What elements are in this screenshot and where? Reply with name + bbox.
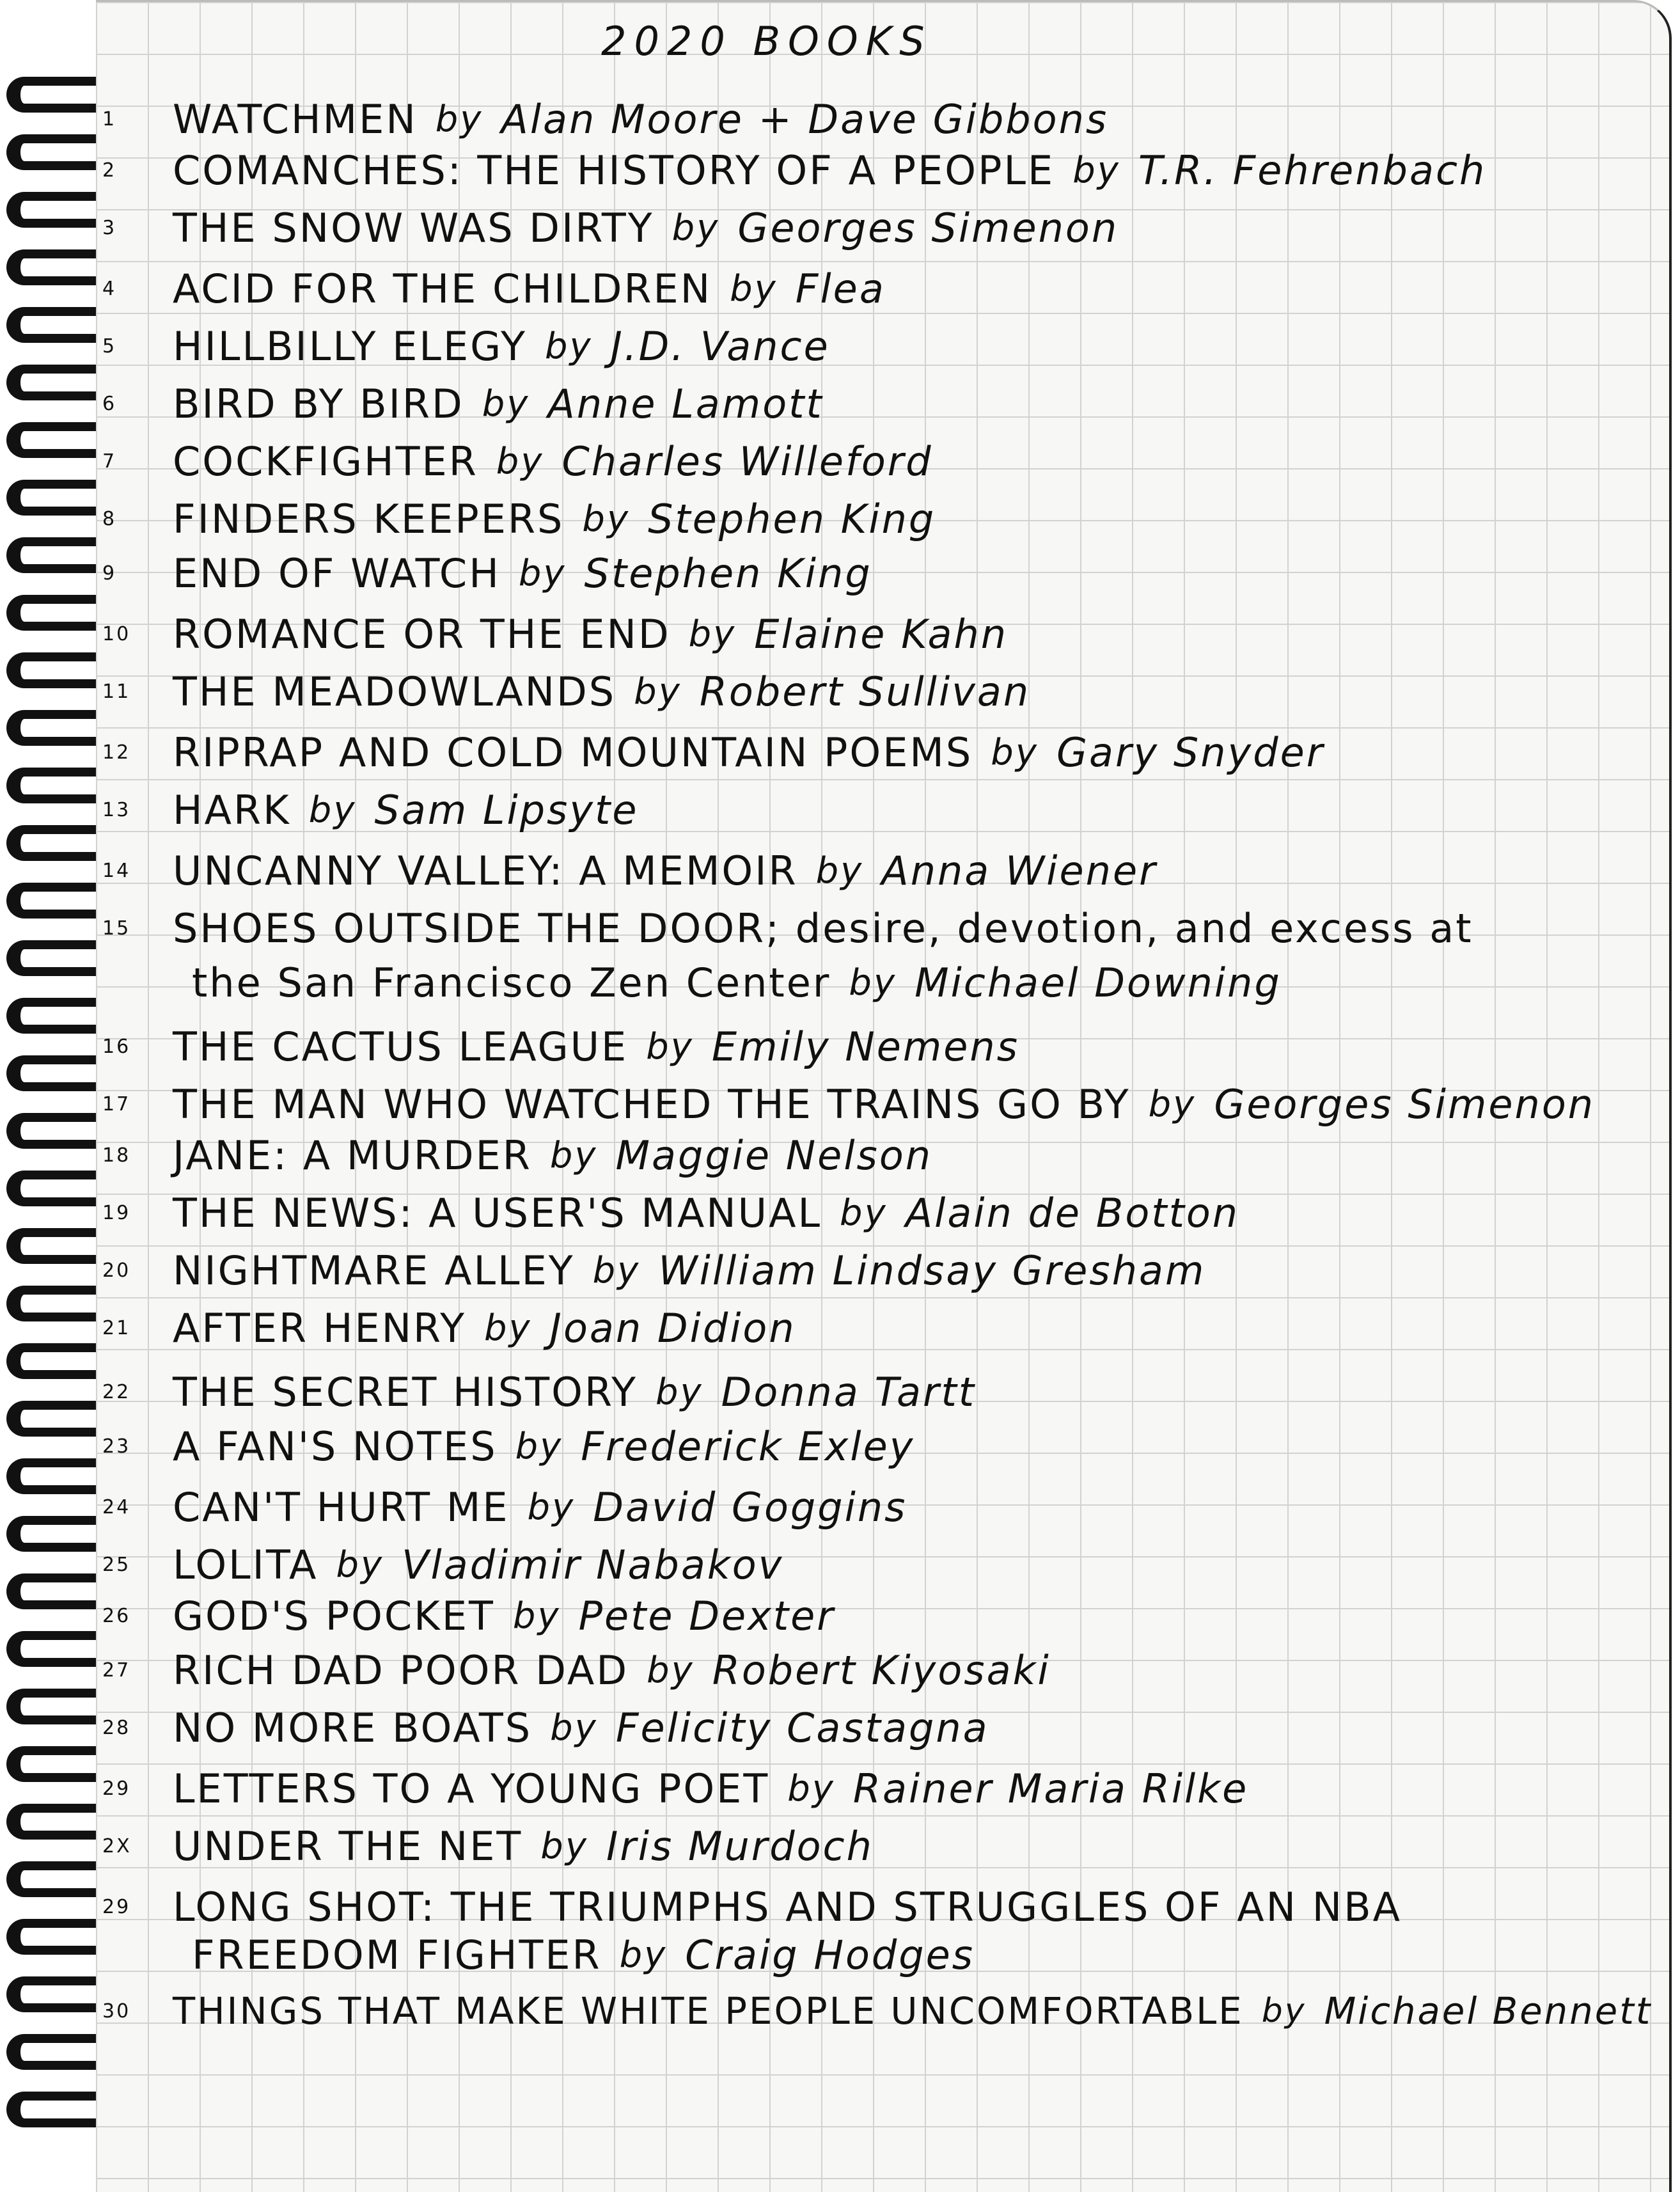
book-title: THE SNOW WAS DIRTY — [173, 205, 654, 251]
entry-number: 26 — [102, 1605, 131, 1627]
book-title: THE NEWS: A USER'S MANUAL — [173, 1190, 822, 1236]
by-word: by — [527, 1486, 576, 1528]
book-author: Iris Murdoch — [606, 1823, 874, 1870]
book-author: Stephen King — [584, 550, 872, 597]
book-author: Pete Dexter — [578, 1593, 835, 1639]
book-author: David Goggins — [593, 1484, 907, 1531]
book-entry — [102, 1884, 1402, 1930]
book-entry — [102, 265, 886, 312]
entry-number: 2 — [102, 159, 117, 182]
by-word: by — [619, 1934, 668, 1976]
book-entry — [102, 1823, 874, 1870]
book-author: Emily Nemens — [711, 1023, 1020, 1070]
book-entry — [102, 1484, 907, 1531]
book-title: NIGHTMARE ALLEY — [173, 1247, 575, 1294]
book-author: J.D. Vance — [610, 323, 830, 370]
entry-number: 12 — [102, 741, 131, 764]
book-entry — [102, 848, 1158, 894]
book-entry — [102, 323, 830, 370]
book-author: Joan Didion — [549, 1305, 796, 1352]
book-title: COCKFIGHTER — [173, 438, 478, 485]
book-author: Anne Lamott — [547, 381, 824, 427]
book-title: THE CACTUS LEAGUE — [173, 1023, 629, 1070]
book-title: UNCANNY VALLEY: A MEMOIR — [173, 848, 798, 894]
book-author: Flea — [795, 265, 886, 312]
entry-number: 29 — [102, 1778, 131, 1800]
book-entry — [192, 959, 1282, 1006]
by-word: by — [482, 383, 530, 425]
book-entry — [102, 1593, 835, 1639]
book-entry — [102, 496, 936, 542]
book-entry — [102, 1705, 989, 1751]
by-word: by — [787, 1768, 835, 1810]
entry-number: 15 — [102, 917, 131, 940]
book-title: END OF WATCH — [173, 550, 501, 597]
book-author: Michael Bennett — [1324, 1989, 1653, 2033]
book-title: CAN'T HURT ME — [173, 1484, 510, 1531]
book-title: JANE: A MURDER — [173, 1132, 532, 1179]
entry-number: 9 — [102, 562, 117, 585]
by-word: by — [815, 850, 864, 892]
by-word: by — [849, 962, 897, 1004]
book-author: Anna Wiener — [881, 848, 1158, 894]
book-title: HARK — [173, 787, 291, 833]
entry-number: 20 — [102, 1259, 131, 1282]
book-title: THE MEADOWLANDS — [173, 668, 616, 715]
book-author: Robert Kiyosaki — [712, 1647, 1051, 1694]
by-word: by — [582, 498, 631, 540]
book-title: FREEDOM FIGHTER — [192, 1932, 602, 1978]
book-entry — [192, 1932, 975, 1978]
book-author: Stephen King — [648, 496, 936, 542]
by-word: by — [308, 789, 357, 831]
book-author: Donna Tartt — [721, 1369, 977, 1415]
book-entry — [102, 611, 1008, 658]
book-title: THE SECRET HISTORY — [173, 1369, 638, 1415]
book-author: Michael Downing — [915, 959, 1282, 1006]
by-word: by — [540, 1825, 588, 1867]
by-word: by — [730, 268, 778, 310]
book-author: Sam Lipsyte — [374, 787, 639, 833]
book-title: THE MAN WHO WATCHED THE TRAINS GO BY — [173, 1081, 1131, 1128]
by-word: by — [671, 207, 720, 249]
book-entry — [102, 438, 933, 485]
book-title: LONG SHOT: THE TRIUMPHS AND STRUGGLES OF AN NBA — [173, 1884, 1402, 1930]
by-word: by — [647, 1650, 695, 1691]
entry-number: 21 — [102, 1317, 131, 1339]
entry-number: 19 — [102, 1202, 131, 1224]
book-author: Rainer Maria Rilke — [852, 1765, 1249, 1812]
book-title: the San Francisco Zen Center — [192, 959, 831, 1006]
book-entry — [102, 381, 824, 427]
book-title: ROMANCE OR THE END — [173, 611, 671, 658]
by-word: by — [592, 1250, 641, 1291]
book-entry — [102, 1765, 1248, 1812]
book-title: ACID FOR THE CHILDREN — [173, 265, 712, 312]
book-author: Robert Sullivan — [699, 668, 1031, 715]
book-title: AFTER HENRY — [173, 1305, 466, 1352]
book-title: LETTERS TO A YOUNG POET — [173, 1765, 770, 1812]
book-author: Charles Willeford — [561, 438, 933, 485]
book-entry — [102, 905, 1473, 952]
book-author: Elaine Kahn — [754, 611, 1009, 658]
entry-number: 23 — [102, 1435, 131, 1458]
book-entry — [102, 787, 639, 833]
by-word: by — [515, 1426, 563, 1467]
entry-number: 30 — [102, 1999, 131, 2022]
book-author: Georges Simenon — [737, 205, 1119, 251]
entry-number: 14 — [102, 860, 131, 882]
book-title: RIPRAP AND COLD MOUNTAIN POEMS — [173, 729, 973, 776]
book-author: Felicity Castagna — [615, 1705, 989, 1751]
by-word: by — [840, 1192, 888, 1234]
book-author: Vladimir Nabakov — [402, 1541, 784, 1588]
entry-number: 7 — [102, 450, 117, 473]
entry-number: 27 — [102, 1659, 131, 1682]
by-word: by — [991, 732, 1039, 773]
entry-number: 13 — [102, 799, 131, 821]
by-word: by — [1072, 150, 1120, 191]
entry-number: 16 — [102, 1036, 131, 1058]
entry-number: 24 — [102, 1496, 131, 1518]
book-title: SHOES OUTSIDE THE DOOR; desire, devotion, and excess at — [173, 905, 1473, 952]
book-author: Georges Simenon — [1214, 1081, 1596, 1128]
book-entry — [102, 668, 1030, 715]
book-title: RICH DAD POOR DAD — [173, 1647, 629, 1694]
book-title: WATCHMEN — [173, 96, 418, 143]
book-entry — [102, 96, 1108, 143]
book-entry — [102, 1247, 1205, 1294]
book-author: Gary Snyder — [1056, 729, 1325, 776]
entry-number: 6 — [102, 393, 117, 415]
by-word: by — [483, 1307, 532, 1349]
entry-number: 4 — [102, 278, 117, 300]
entry-number: 11 — [102, 681, 131, 703]
by-word: by — [550, 1707, 598, 1749]
book-author: T.R. Fehrenbach — [1138, 147, 1487, 194]
by-word: by — [688, 613, 737, 655]
book-author: Alan Moore + Dave Gibbons — [501, 96, 1109, 143]
entry-number: 28 — [102, 1717, 131, 1739]
entry-number: 10 — [102, 623, 131, 645]
by-word: by — [1148, 1084, 1197, 1125]
entry-number: 18 — [102, 1144, 131, 1167]
book-entry — [102, 1369, 976, 1415]
book-title: A FAN'S NOTES — [173, 1423, 498, 1470]
entry-number: 8 — [102, 508, 117, 530]
entry-number: 25 — [102, 1554, 131, 1576]
book-entry — [102, 205, 1119, 251]
book-title: BIRD BY BIRD — [173, 381, 464, 427]
entry-number: 17 — [102, 1093, 131, 1116]
book-entry — [102, 1423, 915, 1470]
by-word: by — [435, 99, 483, 140]
by-word: by — [518, 553, 567, 594]
book-author: Frederick Exley — [581, 1423, 915, 1470]
book-entry — [102, 1190, 1239, 1236]
book-author: Maggie Nelson — [615, 1132, 933, 1179]
book-entry — [102, 1132, 932, 1179]
entry-number: 22 — [102, 1381, 131, 1403]
book-title: UNDER THE NET — [173, 1823, 523, 1870]
by-word: by — [512, 1595, 561, 1637]
book-entry — [102, 1023, 1019, 1070]
book-title: GOD'S POCKET — [173, 1593, 495, 1639]
book-title: NO MORE BOATS — [173, 1705, 533, 1751]
book-title: THINGS THAT MAKE WHITE PEOPLE UNCOMFORTABLE — [173, 1989, 1244, 2033]
book-entry — [102, 1989, 1652, 2033]
book-entry — [102, 1647, 1051, 1694]
by-word: by — [544, 326, 593, 367]
book-entry — [102, 550, 872, 597]
entry-number: 29 — [102, 1896, 131, 1918]
by-word: by — [336, 1544, 384, 1586]
book-author: Craig Hodges — [685, 1932, 975, 1978]
by-word: by — [1261, 1992, 1307, 2030]
book-title: HILLBILLY ELEGY — [173, 323, 527, 370]
book-author: William Lindsay Gresham — [658, 1247, 1206, 1294]
entry-number: 2X — [102, 1835, 132, 1857]
book-author: Alain de Botton — [905, 1190, 1240, 1236]
entry-number: 5 — [102, 335, 117, 358]
by-word: by — [496, 441, 544, 482]
page-title: 2020 BOOKS — [601, 18, 932, 65]
entry-number: 1 — [102, 108, 117, 130]
book-entry — [102, 1305, 796, 1352]
entry-number: 3 — [102, 217, 117, 239]
book-entry — [102, 1541, 783, 1588]
by-word: by — [646, 1026, 694, 1068]
by-word: by — [655, 1371, 703, 1413]
by-word: by — [634, 671, 682, 713]
book-title: COMANCHES: THE HISTORY OF A PEOPLE — [173, 147, 1055, 194]
book-title: FINDERS KEEPERS — [173, 496, 565, 542]
book-entry — [102, 147, 1486, 194]
by-word: by — [549, 1135, 598, 1176]
book-entry — [102, 1081, 1595, 1128]
book-title: LOLITA — [173, 1541, 318, 1588]
book-entry — [102, 729, 1324, 776]
